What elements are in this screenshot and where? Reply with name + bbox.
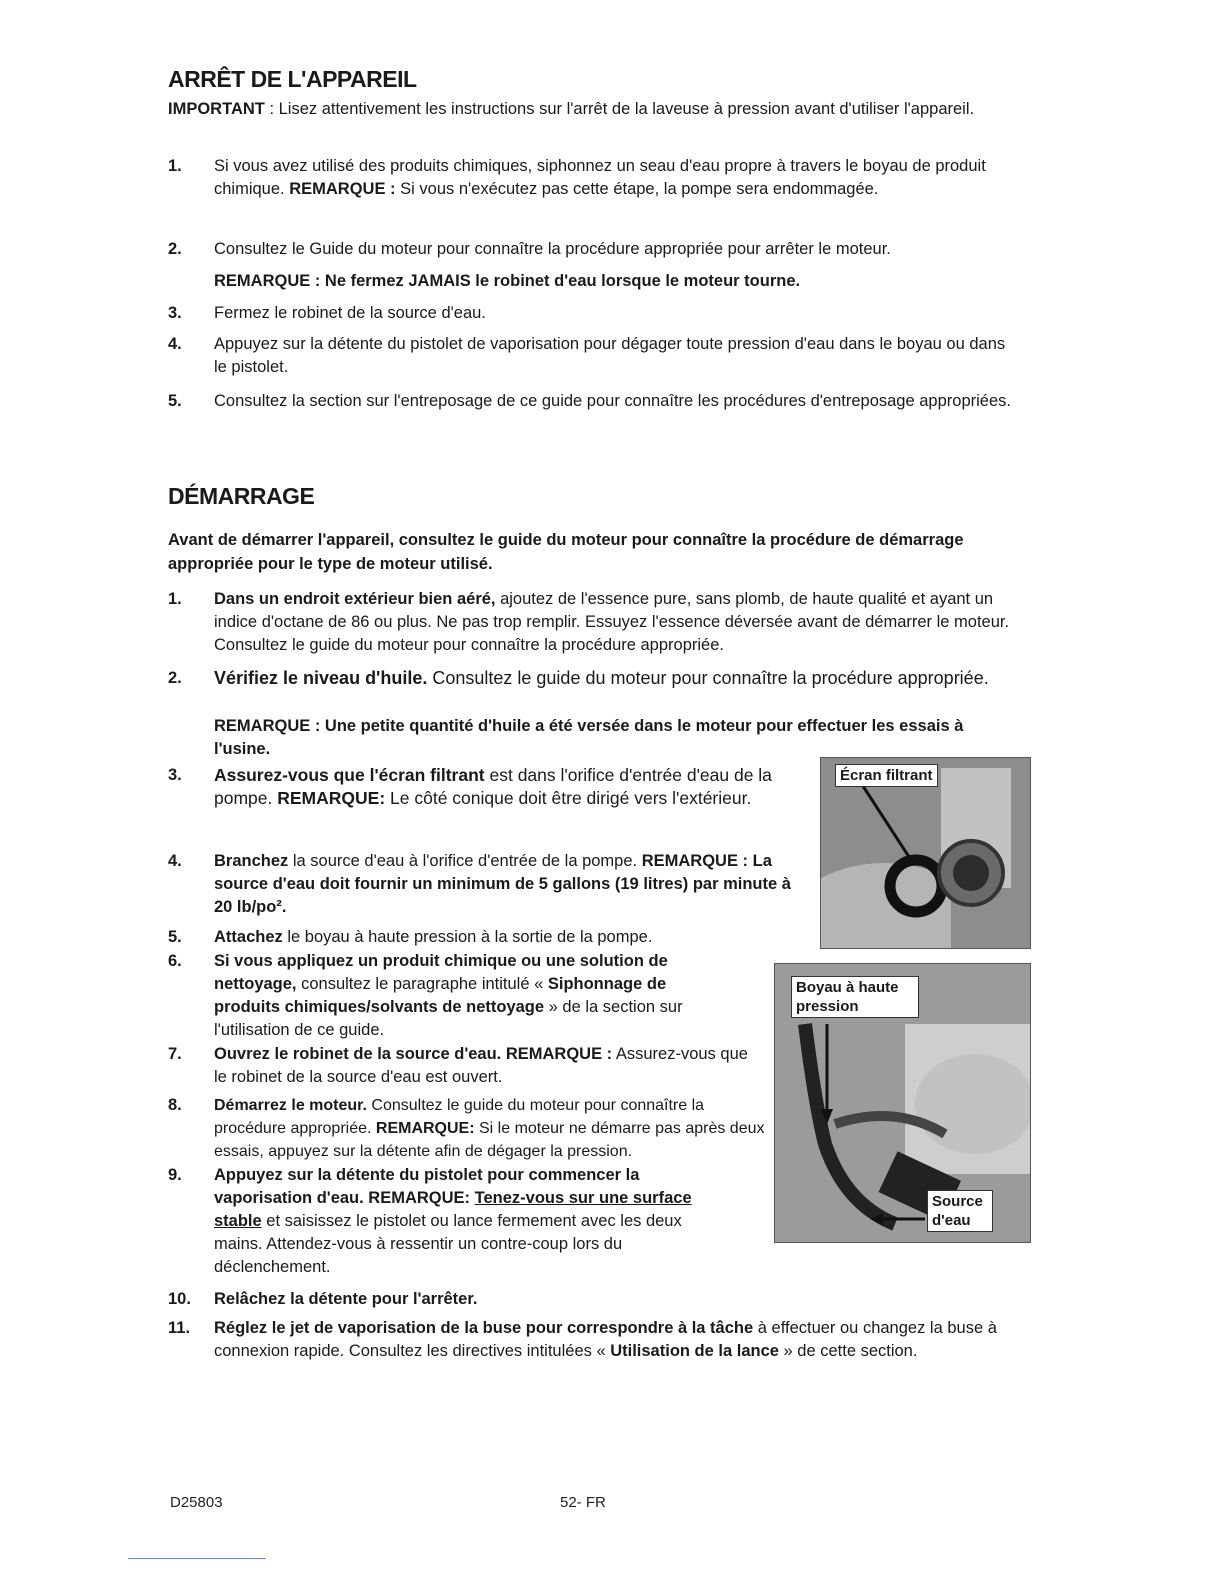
item-number: 2. xyxy=(168,669,182,687)
photo-ecran-filtrant xyxy=(820,757,1031,949)
important-label: IMPORTANT xyxy=(168,100,265,118)
list-item xyxy=(168,950,728,1042)
item-number: 5. xyxy=(168,392,182,410)
item-number: 4. xyxy=(168,852,182,870)
item-number: 2. xyxy=(168,240,182,258)
item-text xyxy=(214,588,1038,657)
item-bold: Attachez xyxy=(214,928,283,946)
item-plain: Assurez-vous que le robinet de la source d'eau est ouvert. xyxy=(214,1045,748,1086)
item-remarque: REMARQUE : La source d'eau doit fournir un minimum de 5 gallons (19 litres) par minute à 20 lb/po². xyxy=(214,852,791,916)
item-number: 3. xyxy=(168,766,182,784)
photo-boyau-source xyxy=(774,963,1031,1243)
item-text xyxy=(214,1317,1028,1363)
item-text xyxy=(214,155,1028,201)
item-text: Consultez la section sur l'entreposage de ce guide pour connaître les procédures d'entreposage appropriées. xyxy=(214,392,1011,410)
important-text: : Lisez attentivement les instructions sur l'arrêt de la laveuse à pression avant d'utiliser l'appareil. xyxy=(264,100,975,118)
item-text-a: Si vous avez utilisé des produits chimiques, siphonnez un seau d'eau propre à travers le boyau de produit chimique. xyxy=(214,157,986,198)
item-remarque: REMARQUE : xyxy=(289,180,396,198)
item-bold: Ouvrez le robinet de la source d'eau. REMARQUE : xyxy=(214,1045,613,1063)
item-plain-2: Si le moteur ne démarre pas après deux essais, appuyez sur la détente afin de dégager la pression. xyxy=(214,1120,765,1160)
item-number: 1. xyxy=(168,590,182,608)
item-text xyxy=(214,850,804,919)
item-bold: Dans un endroit extérieur bien aéré, xyxy=(214,590,496,608)
item-number: 4. xyxy=(168,335,182,353)
photo-caption-source: Source d'eau xyxy=(927,1190,993,1232)
list-item xyxy=(168,588,1038,658)
list-item xyxy=(168,1094,768,1164)
page-number: 52- FR xyxy=(560,1494,606,1511)
item-plain: Consultez le guide du moteur pour connaître la procédure appropriée. xyxy=(214,1097,705,1137)
item-bold: Démarrez le moteur. xyxy=(214,1097,367,1114)
item-underline: Tenez-vous sur une surface stable xyxy=(214,1189,692,1230)
section-title-demarrage: DÉMARRAGE xyxy=(168,483,315,509)
list-item xyxy=(168,667,1038,763)
item-plain: ajoutez de l'essence pure, sans plomb, de haute qualité et ayant un indice d'octane de 86 ou plus. Ne pas trop remplir. Essuyez l'essence déversée avant de démarrer le moteur. Consultez le guide du moteur pour connaître la procédure appropriée. xyxy=(214,590,1010,654)
item-bold-2: Siphonnage de produits chimiques/solvants de nettoyage xyxy=(214,975,667,1016)
item-plain: Consultez le guide du moteur pour connaître la procédure appropriée. xyxy=(427,668,989,688)
item-text xyxy=(214,1094,770,1163)
item-plain: le boyau à haute pression à la sortie de la pompe. xyxy=(282,928,653,946)
item-text xyxy=(214,950,724,1042)
list-item xyxy=(168,238,1028,288)
item-plain: et saisissez le pistolet ou lance fermement avec les deux mains. Attendez-vous à ressentir un contre-coup lors du déclenchement. xyxy=(214,1212,682,1276)
item-number: 1. xyxy=(168,157,182,175)
section-intro: Avant de démarrer l'appareil, consultez le guide du moteur pour connaître la procédure de démarrage appropriée pour le type de moteur utilisé. xyxy=(168,531,964,573)
item-text-b: Si vous n'exécutez pas cette étape, la pompe sera endommagée. xyxy=(395,180,879,198)
list-item xyxy=(168,302,1028,326)
item-number: 11. xyxy=(168,1319,191,1337)
item-plain: à effectuer ou changez la buse à connexion rapide. Consultez les directives intitulées « xyxy=(214,1319,997,1360)
item-text: Relâchez la détente pour l'arrêter. xyxy=(214,1290,478,1308)
item-number: 6. xyxy=(168,952,182,970)
item-text xyxy=(214,1043,764,1089)
list-item xyxy=(168,155,1028,225)
photo-caption: Écran filtrant xyxy=(835,764,938,787)
item-text: Consultez le Guide du moteur pour connaître la procédure appropriée pour arrêter le moteur. xyxy=(214,240,891,258)
important-note xyxy=(168,97,998,121)
item-note: REMARQUE : Ne fermez JAMAIS le robinet d'eau lorsque le moteur tourne. xyxy=(214,272,801,290)
item-remarque: REMARQUE: xyxy=(375,1120,475,1137)
item-number: 10. xyxy=(168,1290,191,1308)
list-item xyxy=(168,926,768,950)
item-text xyxy=(214,764,804,810)
list-item xyxy=(168,1288,1028,1312)
doc-code: D25803 xyxy=(170,1494,223,1511)
list-item xyxy=(168,390,1028,438)
list-item xyxy=(168,333,1028,381)
item-plain: la source d'eau à l'orifice d'entrée de la pompe. xyxy=(288,852,642,870)
list-item xyxy=(168,850,808,922)
list-item xyxy=(168,1164,728,1284)
item-text: Appuyez sur la détente du pistolet de vaporisation pour dégager toute pression d'eau dans le boyau ou dans le pistolet. xyxy=(214,335,1006,376)
section-title-arret: ARRÊT DE L'APPAREIL xyxy=(168,66,417,92)
item-text xyxy=(214,1164,734,1279)
item-number: 5. xyxy=(168,928,182,946)
item-plain: est dans l'orifice d'entrée d'eau de la pompe. xyxy=(214,765,772,808)
list-item xyxy=(168,1317,1038,1389)
item-text xyxy=(214,667,1014,690)
footer-divider xyxy=(128,1558,266,1559)
item-text xyxy=(214,926,764,949)
item-number: 7. xyxy=(168,1045,182,1063)
item-bold: Vérifiez le niveau d'huile. xyxy=(214,668,428,688)
item-bold: Assurez-vous que l'écran filtrant xyxy=(214,765,485,785)
item-bold: Appuyez sur la détente du pistolet pour commencer la vaporisation d'eau. REMARQUE: xyxy=(214,1166,640,1207)
item-plain-2: » de cette section. xyxy=(778,1342,918,1360)
list-item xyxy=(168,1043,768,1089)
item-plain: consultez le paragraphe intitulé « xyxy=(296,975,548,993)
item-number: 8. xyxy=(168,1096,182,1114)
item-text: Fermez le robinet de la source d'eau. xyxy=(214,304,486,322)
list-item xyxy=(168,764,808,836)
item-bold: Réglez le jet de vaporisation de la buse pour correspondre à la tâche xyxy=(214,1319,754,1337)
item-number: 9. xyxy=(168,1166,182,1184)
item-number: 3. xyxy=(168,304,182,322)
item-bold: Branchez xyxy=(214,852,289,870)
photo-caption: Boyau à haute pression xyxy=(791,976,919,1018)
item-remarque: REMARQUE: xyxy=(277,788,386,808)
item-plain-2: » de la section sur l'utilisation de ce guide. xyxy=(214,998,683,1039)
item-plain-2: Le côté conique doit être dirigé vers l'extérieur. xyxy=(385,788,752,808)
item-note: REMARQUE : Une petite quantité d'huile a été versée dans le moteur pour effectuer les essais à l'usine. xyxy=(214,717,964,758)
item-bold-2: Utilisation de la lance xyxy=(610,1342,779,1360)
item-bold: Si vous appliquez un produit chimique ou une solution de nettoyage, xyxy=(214,952,668,993)
